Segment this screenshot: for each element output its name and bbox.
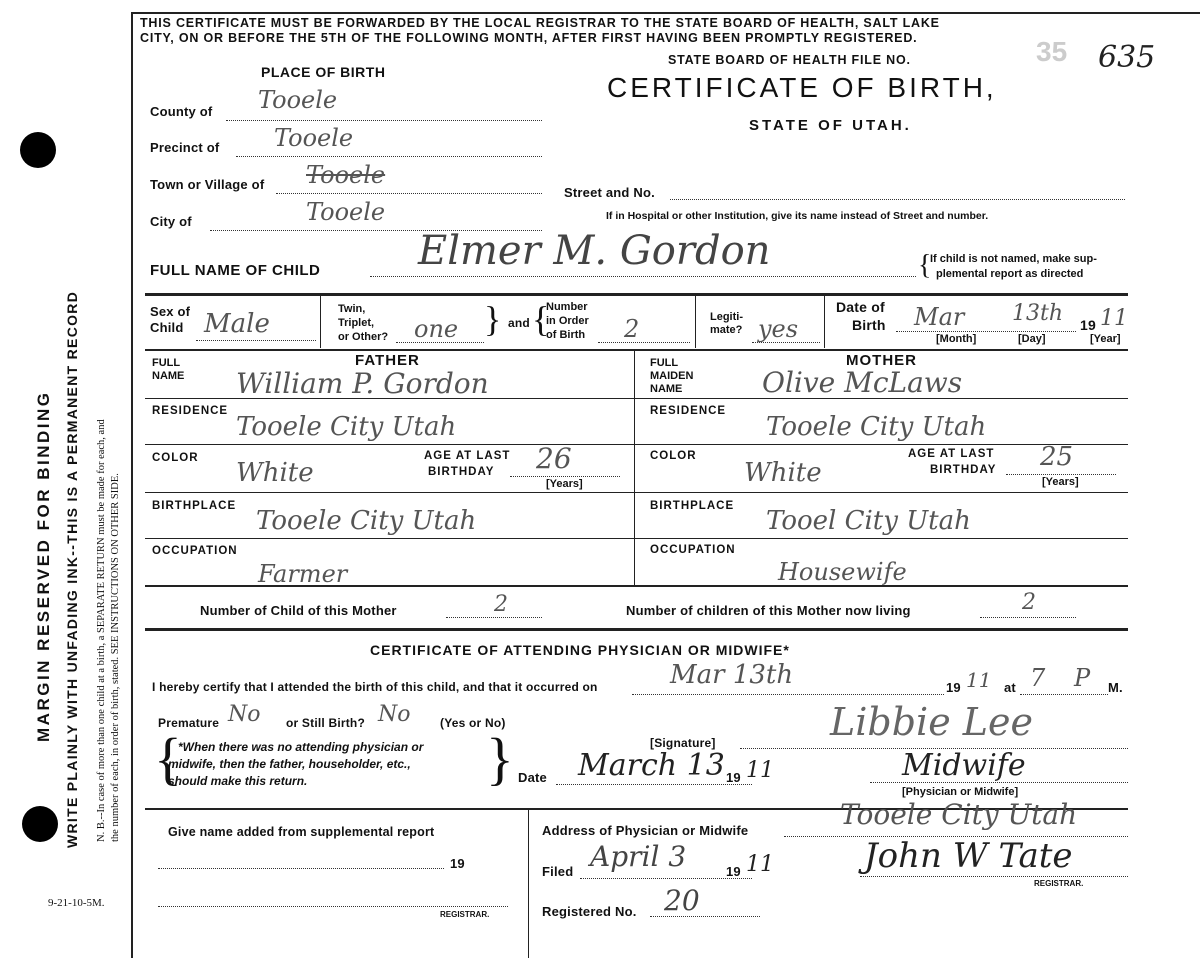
row-rule-top: [145, 293, 1128, 296]
mother-color-label: COLOR: [650, 450, 697, 462]
occurred-date-line: [632, 694, 944, 695]
dob-label-line2: Birth: [852, 317, 886, 333]
date-year-value: 11: [746, 758, 774, 783]
not-named-bracket: {: [918, 250, 932, 281]
place-heading: PLACE OF BIRTH: [261, 64, 386, 80]
filed-year-prefix: 19: [726, 864, 741, 879]
occurred-at-label: at: [1004, 680, 1016, 695]
children-count-label: Number of Child of this Mother: [200, 603, 397, 618]
father-name-value: William P. Gordon: [236, 367, 489, 400]
father-color-label: COLOR: [152, 452, 199, 464]
certify-text: I hereby certify that I attended the birth of this child, and that it occurred on: [152, 680, 598, 694]
row-rule-bottom: [145, 349, 1128, 351]
father-occupation-label: OCCUPATION: [152, 545, 238, 557]
dob-day: 13th: [1012, 301, 1064, 326]
twin-label-line3: or Other?: [338, 331, 389, 343]
physician-title-line: [870, 782, 1128, 783]
mother-age-label-line1: AGE AT LAST: [908, 448, 995, 460]
header-notice-line2: CITY, ON OR BEFORE THE 5TH OF THE FOLLOWING MONTH, AFTER FIRST HAVING BEEN PROMPTLY REGISTERED.: [140, 31, 918, 45]
mother-age-value: 25: [1040, 442, 1074, 472]
father-age-label-line2: BIRTHDAY: [428, 466, 495, 478]
yes-no-caption: (Yes or No): [440, 716, 506, 730]
mother-color-value: White: [744, 458, 822, 488]
dob-day-caption: [Day]: [1018, 333, 1046, 345]
date-value: March 13: [578, 748, 725, 783]
town-line: [276, 193, 542, 194]
father-name-label-line1: FULL: [152, 357, 181, 369]
living-count-value: 2: [1022, 590, 1036, 615]
child-name-value: Elmer M. Gordon: [418, 228, 771, 274]
registered-label: Registered No.: [542, 904, 637, 919]
sex-line: [196, 340, 316, 341]
premature-value: No: [228, 702, 261, 727]
margin-binding-text: MARGIN RESERVED FOR BINDING: [34, 390, 53, 742]
twin-label-line2: Triplet,: [338, 317, 375, 329]
stillbirth-label: or Still Birth?: [286, 716, 365, 730]
filed-label: Filed: [542, 864, 574, 879]
binding-hole-bottom: [22, 806, 58, 842]
sex-label-line2: Child: [150, 320, 184, 335]
physician-title-value: Midwife: [902, 748, 1026, 783]
legit-value: yes: [758, 315, 799, 343]
child-name-label: FULL NAME OF CHILD: [150, 262, 321, 279]
filed-date-value: April 3: [590, 840, 687, 873]
not-named-note-line1: If child is not named, make sup-: [930, 253, 1097, 265]
note-bracket-right: }: [486, 726, 514, 791]
and-label: and: [508, 316, 530, 330]
occurred-hour-line: [1020, 694, 1108, 695]
twin-value: one: [414, 315, 459, 343]
father-birthplace-value: Tooele City Utah: [256, 506, 477, 536]
father-birthplace-rule: [145, 538, 634, 539]
precinct-label: Precinct of: [150, 140, 220, 155]
dob-year: 11: [1100, 306, 1128, 331]
town-label: Town or Village of: [150, 177, 265, 192]
note-bracket-left: {: [154, 726, 182, 791]
dob-line: [896, 331, 1076, 332]
father-name-rule: [145, 398, 634, 399]
premature-label: Premature: [158, 716, 220, 730]
form-code: 9-21-10-5M.: [48, 897, 105, 909]
address-label: Address of Physician or Midwife: [542, 823, 749, 838]
file-no-handwritten: 635: [1098, 40, 1156, 75]
row-divider-3: [824, 296, 825, 348]
supplemental-registrar-line: [158, 906, 508, 907]
date-label: Date: [518, 770, 547, 785]
registered-value: 20: [664, 884, 700, 917]
file-no-stamp: 35: [1036, 36, 1068, 67]
signature-value: Libbie Lee: [830, 700, 1033, 744]
date-line: [556, 784, 752, 785]
precinct-line: [236, 156, 542, 157]
sex-label-line1: Sex of: [150, 304, 191, 319]
street-label: Street and No.: [564, 185, 655, 200]
mother-years-caption: [Years]: [1042, 476, 1079, 488]
binding-hole-top: [20, 132, 56, 168]
occurred-year-value: 11: [966, 668, 992, 692]
city-label: City of: [150, 214, 192, 229]
dob-year-caption: [Year]: [1090, 333, 1121, 345]
children-count-line: [446, 617, 542, 618]
dob-month: Mar: [914, 303, 965, 331]
physician-heading: CERTIFICATE OF ATTENDING PHYSICIAN OR MIDWIFE*: [370, 642, 790, 658]
father-birthplace-label: BIRTHPLACE: [152, 500, 237, 512]
town-value: Tooele: [306, 161, 386, 189]
father-heading: FATHER: [355, 352, 420, 369]
supplemental-registrar-caption: REGISTRAR.: [440, 910, 490, 919]
twin-bracket: }: [484, 299, 502, 339]
legit-label-line1: Legiti-: [710, 311, 743, 323]
mother-age-label-line2: BIRTHDAY: [930, 464, 997, 476]
supplemental-name-line: [158, 868, 444, 869]
occurred-m-label: M.: [1108, 680, 1123, 695]
form-top-border: [131, 12, 1200, 14]
signature-caption: [Signature]: [650, 736, 716, 750]
mother-residence-value: Tooele City Utah: [766, 412, 987, 442]
registrar-caption: REGISTRAR.: [1034, 879, 1084, 888]
occurred-date-value: Mar 13th: [670, 660, 794, 690]
mother-name-value: Olive McLaws: [762, 366, 963, 399]
mother-name-rule: [634, 398, 1128, 399]
form-left-border: [131, 14, 133, 958]
father-residence-label: RESIDENCE: [152, 405, 229, 417]
mother-birthplace-rule: [634, 538, 1128, 539]
parents-rule-bottom: [145, 585, 1128, 587]
mother-occupation-label: OCCUPATION: [650, 544, 736, 556]
father-color-rule: [145, 492, 634, 493]
physician-title-caption: [Physician or Midwife]: [902, 786, 1019, 798]
registrar-signature: John W Tate: [864, 836, 1073, 876]
not-named-note-line2: plemental report as directed: [936, 268, 1084, 280]
county-value: Tooele: [258, 86, 338, 114]
certificate-subtitle: STATE OF UTAH.: [749, 117, 912, 134]
children-count-value: 2: [494, 592, 508, 617]
street-line: [670, 199, 1125, 200]
mother-residence-label: RESIDENCE: [650, 405, 727, 417]
counts-rule: [145, 628, 1128, 631]
mother-color-rule: [634, 492, 1128, 493]
child-name-line: [370, 276, 916, 277]
margin-nb-line1: N. B.--In case of more than one child at a birth, a SEPARATE RETURN must be made for each, and: [96, 419, 107, 842]
county-label: County of: [150, 104, 213, 119]
file-no-label: STATE BOARD OF HEALTH FILE NO.: [668, 53, 911, 67]
father-residence-value: Tooele City Utah: [236, 412, 457, 442]
note-line3: should make this return.: [168, 774, 308, 788]
certificate-title: CERTIFICATE OF BIRTH,: [607, 72, 997, 103]
living-count-line: [980, 617, 1076, 618]
dob-month-caption: [Month]: [936, 333, 977, 345]
dob-year-prefix: 19: [1080, 317, 1096, 333]
date-year-prefix: 19: [726, 770, 741, 785]
order-label-line2: in Order: [546, 315, 589, 327]
father-age-label-line1: AGE AT LAST: [424, 450, 511, 462]
mother-age-line: [1006, 474, 1116, 475]
order-value: 2: [624, 315, 640, 343]
order-bracket: {: [532, 299, 550, 339]
row-divider-2: [695, 296, 696, 348]
mother-name-label-line1: FULL: [650, 357, 679, 369]
margin-ink-text: WRITE PLAINLY WITH UNFADING INK--THIS IS A PERMANENT RECORD: [64, 290, 80, 848]
registrar-line: [860, 876, 1128, 877]
father-occupation-value: Farmer: [258, 560, 348, 588]
address-value: Tooele City Utah: [840, 798, 1078, 831]
parents-divider: [634, 351, 635, 585]
father-years-caption: [Years]: [546, 478, 583, 490]
father-age-value: 26: [536, 442, 572, 475]
twin-label-line1: Twin,: [338, 303, 366, 315]
row-divider-1: [320, 296, 321, 348]
note-line2: midwife, then the father, householder, etc.,: [168, 757, 411, 771]
precinct-value: Tooele: [274, 124, 354, 152]
mother-name-label-line2: MAIDEN: [650, 370, 694, 382]
margin-nb-line2: the number of each, in order of birth, stated. SEE INSTRUCTIONS ON OTHER SIDE.: [110, 473, 121, 842]
order-label-line3: of Birth: [546, 329, 586, 341]
mother-name-label-line3: NAME: [650, 383, 683, 395]
living-count-label: Number of children of this Mother now living: [626, 603, 911, 618]
mother-occupation-value: Housewife: [778, 558, 907, 586]
supplemental-heading: Give name added from supplemental report: [168, 825, 435, 839]
father-age-line: [510, 476, 620, 477]
header-notice-line1: THIS CERTIFICATE MUST BE FORWARDED BY THE LOCAL REGISTRAR TO THE STATE BOARD OF HEALTH, SALT LAKE: [140, 16, 940, 30]
occurred-ampm-value: P: [1074, 664, 1091, 692]
father-name-label-line2: NAME: [152, 370, 185, 382]
supplemental-year-prefix: 19: [450, 856, 465, 871]
mother-heading: MOTHER: [846, 352, 917, 369]
mother-birthplace-label: BIRTHPLACE: [650, 500, 735, 512]
occurred-hour-value: 7: [1030, 664, 1046, 692]
father-color-value: White: [236, 458, 314, 488]
legit-label-line2: mate?: [710, 324, 743, 336]
sex-value: Male: [204, 309, 270, 339]
stillbirth-value: No: [378, 702, 411, 727]
mother-birthplace-value: Tooel City Utah: [766, 506, 971, 536]
note-line1: *When there was no attending physician or: [178, 740, 424, 754]
hospital-note: If in Hospital or other Institution, give its name instead of Street and number.: [606, 210, 989, 222]
filed-year-value: 11: [746, 852, 774, 877]
order-label-line1: Number: [546, 301, 588, 313]
city-value: Tooele: [306, 198, 386, 226]
supplemental-divider: [528, 810, 529, 958]
occurred-year-prefix: 19: [946, 680, 961, 695]
county-line: [226, 120, 542, 121]
dob-label-line1: Date of: [836, 299, 885, 315]
order-line: [598, 342, 690, 343]
